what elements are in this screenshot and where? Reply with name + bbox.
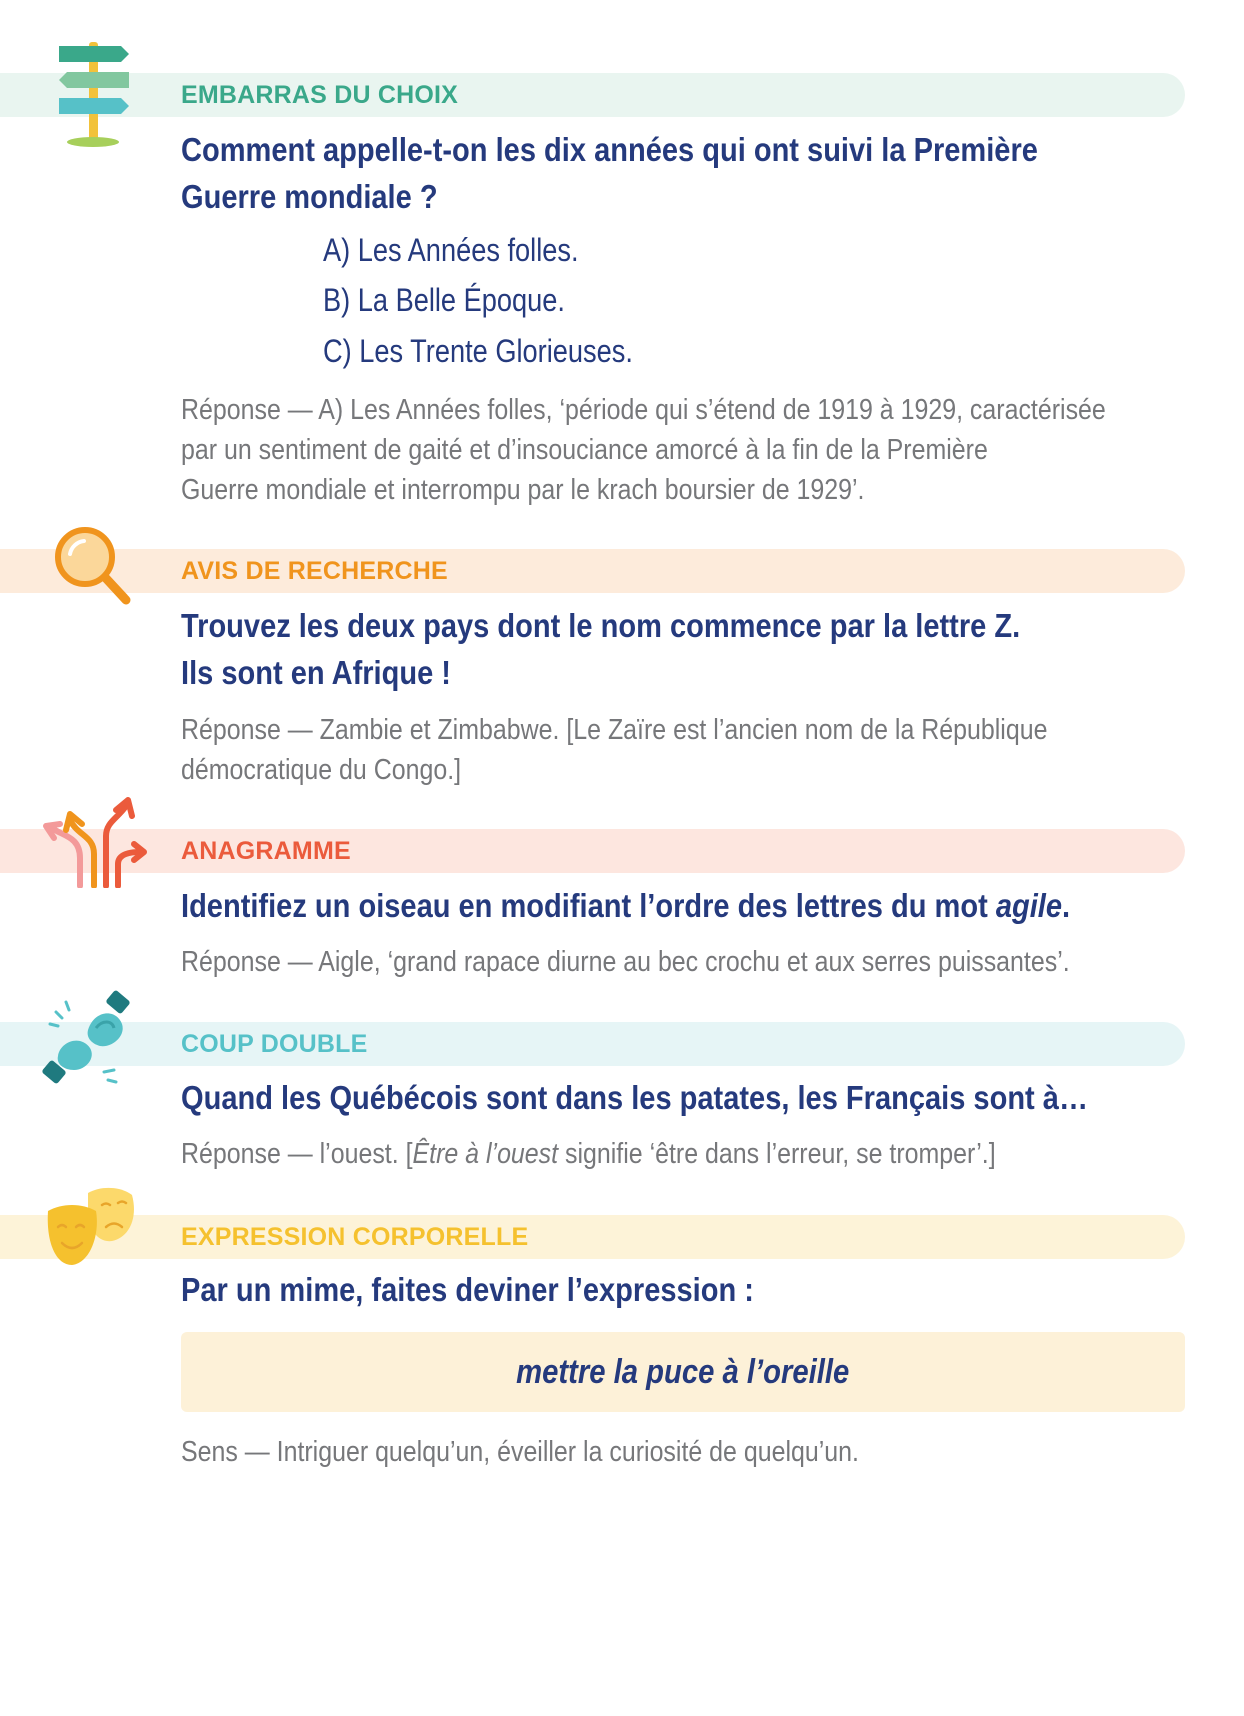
question-end: . xyxy=(1062,887,1071,924)
question: Par un mime, faites deviner l’expression : xyxy=(181,1271,754,1308)
boxing-gloves-icon xyxy=(42,990,142,1095)
choice-c: C) Les Trente Glorieuses. xyxy=(323,333,633,369)
category-band xyxy=(0,1022,1185,1066)
signpost-icon xyxy=(55,38,135,155)
answer-line: Réponse — A) Les Années folles, ‘période qui s’étend de 1919 à 1929, caractérisée xyxy=(181,394,1106,426)
magnifying-glass-icon xyxy=(52,524,134,615)
category-label: EXPRESSION CORPORELLE xyxy=(181,1223,529,1251)
choice-a: A) Les Années folles. xyxy=(323,232,579,268)
expression-text xyxy=(181,1332,1185,1412)
expression-value: mettre la puce à l’oreille xyxy=(516,1353,850,1391)
question-line: Comment appelle-t-on les dix années qui ont suivi la Première xyxy=(181,131,1038,168)
category-band xyxy=(0,1215,1185,1259)
choice-b: B) La Belle Époque. xyxy=(323,282,565,318)
answer-line: Réponse — Aigle, ‘grand rapace diurne au bec crochu et aux serres puissantes’. xyxy=(181,946,1070,978)
question-text: Identifiez un oiseau en modifiant l’ordre des lettres du mot xyxy=(181,887,996,924)
category-label: COUP DOUBLE xyxy=(181,1030,368,1058)
answer-line xyxy=(181,1134,1179,1174)
theater-masks-icon xyxy=(44,1185,140,1276)
category-label: AVIS DE RECHERCHE xyxy=(181,557,448,585)
category-label: EMBARRAS DU CHOIX xyxy=(181,81,459,109)
word-agile: agile xyxy=(995,887,1063,924)
question-line: Guerre mondiale ? xyxy=(181,178,438,215)
answer-line: démocratique du Congo.] xyxy=(181,754,462,786)
meaning-line: Sens — Intriguer quelqu’un, éveiller la curiosité de quelqu’un. xyxy=(181,1436,859,1468)
question: Quand les Québécois sont dans les patates, les Français sont à… xyxy=(181,1079,1088,1116)
answer-line: Guerre mondiale et interrompu par le krach boursier de 1929’. xyxy=(181,474,865,506)
answer-text: Réponse — l’ouest. [ xyxy=(181,1138,413,1170)
category-label: ANAGRAMME xyxy=(181,837,351,865)
category-band xyxy=(0,829,1185,873)
question-line: Ils sont en Afrique ! xyxy=(181,654,451,691)
expression-box xyxy=(181,1332,1185,1412)
category-band xyxy=(0,549,1185,593)
expression-italic: Être à l’ouest xyxy=(412,1138,559,1170)
question-line: Trouvez les deux pays dont le nom commence par la lettre Z. xyxy=(181,607,1021,644)
answer-line: par un sentiment de gaité et d’insouciance amorcé à la fin de la Première xyxy=(181,434,988,466)
shuffle-arrows-icon xyxy=(40,796,150,893)
answer-line: Réponse — Zambie et Zimbabwe. [Le Zaïre est l’ancien nom de la République xyxy=(181,714,1048,746)
answer-text-end: signifie ‘être dans l’erreur, se tromper’.] xyxy=(558,1138,996,1170)
category-band xyxy=(0,73,1185,117)
question xyxy=(181,882,1071,929)
